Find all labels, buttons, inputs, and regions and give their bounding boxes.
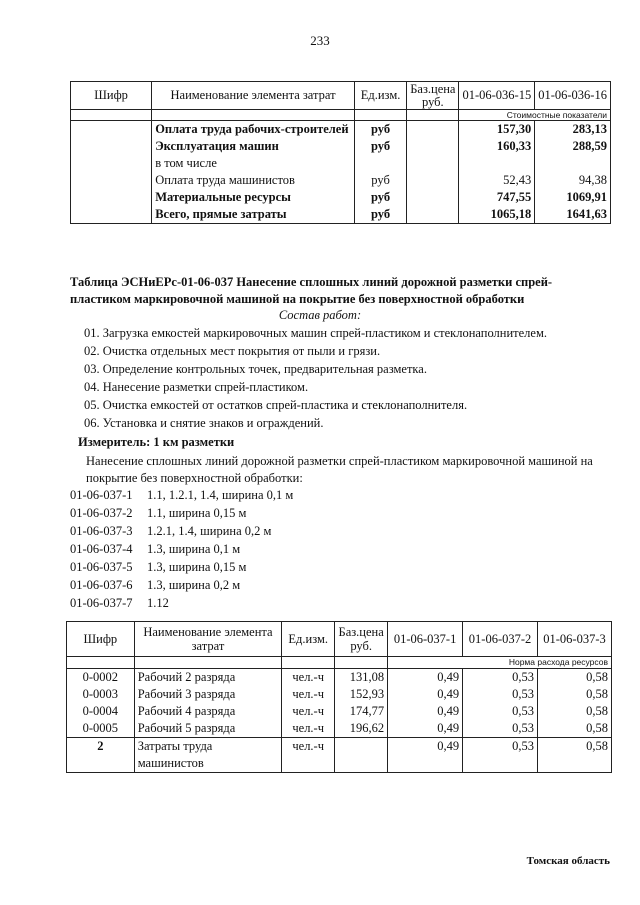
row-value: 0,53	[463, 669, 538, 687]
subheader-label: Норма расхода ресурсов	[388, 657, 612, 669]
row-value: 0,49	[388, 738, 463, 773]
table-subheader-row	[67, 657, 612, 669]
row-value: 0,58	[538, 738, 612, 773]
code-id: 01-06-037-5	[70, 560, 133, 574]
row-value: 94,38	[535, 172, 611, 189]
subheader-label: Стоимостные показатели	[459, 110, 611, 121]
row-name: Всего, прямые затраты	[152, 206, 355, 224]
code-id: 01-06-037-2	[70, 506, 133, 520]
row-value: 1065,18	[459, 206, 535, 224]
table-header-row	[71, 82, 611, 110]
resource-table-037	[66, 621, 612, 773]
row-name: Рабочий 2 разряда	[134, 669, 282, 687]
row-value: 0,58	[538, 686, 612, 703]
table-row	[67, 669, 612, 687]
cost-table-036	[70, 81, 611, 224]
header-cell: Шифр	[71, 82, 152, 110]
row-value: 0,58	[538, 669, 612, 687]
code-line	[70, 506, 610, 521]
code-id: 01-06-037-1	[70, 488, 133, 502]
row-value: 0,49	[388, 720, 463, 738]
row-name: в том числе	[152, 155, 355, 172]
code-line	[70, 524, 610, 539]
table-row	[67, 686, 612, 703]
row-value: 0,53	[463, 720, 538, 738]
code-line	[70, 560, 610, 575]
section-title: Таблица ЭСНиЕРс-01-06-037 Нанесение сплошных линий дорожной разметки спрей-пластиком маркировочной машиной на покрытие без поверхностной обработки	[70, 275, 553, 306]
row-value: 1641,63	[535, 206, 611, 224]
header-cell: Шифр	[67, 622, 135, 657]
work-item: 01. Загрузка емкостей маркировочных машин спрей-пластиком и стеклонаполнителем.	[84, 326, 548, 340]
code-id: 01-06-037-4	[70, 542, 133, 556]
table-row	[67, 720, 612, 738]
row-value: 0,53	[463, 738, 538, 773]
row-value: 0,53	[463, 686, 538, 703]
table-row	[71, 155, 611, 172]
code-line	[70, 542, 610, 557]
table-row	[67, 703, 612, 720]
row-unit: руб	[354, 172, 406, 189]
header-cell: Баз.цена руб.	[335, 622, 388, 657]
row-code: 0-0004	[67, 703, 135, 720]
row-value: 0,58	[538, 720, 612, 738]
row-value: 0,49	[388, 703, 463, 720]
code-id: 01-06-037-7	[70, 596, 133, 610]
row-unit: чел.-ч	[282, 720, 335, 738]
row-code: 0-0005	[67, 720, 135, 738]
code-line	[70, 488, 610, 503]
table-row	[71, 138, 611, 155]
code-text: 1.2.1, 1.4, ширина 0,2 м	[147, 524, 272, 538]
row-value: 0,49	[388, 686, 463, 703]
work-item: 02. Очистка отдельных мест покрытия от пыли и грязи.	[84, 344, 381, 358]
row-unit: чел.-ч	[282, 738, 335, 773]
row-name: Оплата труда рабочих-строителей	[152, 121, 355, 139]
table-subheader-row	[71, 110, 611, 121]
row-name: Рабочий 5 разряда	[134, 720, 282, 738]
table-row	[67, 738, 612, 773]
table-row	[71, 172, 611, 189]
row-name: Материальные ресурсы	[152, 189, 355, 206]
work-item: 03. Определение контрольных точек, предварительная разметка.	[84, 362, 427, 376]
row-code: 0-0002	[67, 669, 135, 687]
code-line	[70, 596, 610, 611]
row-unit: руб	[354, 138, 406, 155]
row-code: 0-0003	[67, 686, 135, 703]
row-code: 2	[67, 738, 135, 773]
code-text: 1.1, 1.2.1, 1.4, ширина 0,1 м	[147, 488, 294, 502]
row-value: 0,49	[388, 669, 463, 687]
header-cell: 01-06-037-2	[463, 622, 538, 657]
row-unit: чел.-ч	[282, 703, 335, 720]
table-row	[71, 189, 611, 206]
row-name: Эксплуатация машин	[152, 138, 355, 155]
code-text: 1.12	[147, 596, 169, 610]
header-cell: Наименование элемента затрат	[134, 622, 282, 657]
row-unit: руб	[354, 121, 406, 139]
row-value: 0,53	[463, 703, 538, 720]
row-name: Рабочий 4 разряда	[134, 703, 282, 720]
header-cell: 01-06-037-1	[388, 622, 463, 657]
page-number: 233	[310, 33, 330, 48]
row-name: Рабочий 3 разряда	[134, 686, 282, 703]
row-unit: руб	[354, 206, 406, 224]
row-value: 288,59	[535, 138, 611, 155]
footer-region: Томская область	[526, 855, 610, 867]
row-price: 131,08	[335, 669, 388, 687]
header-cell: 01-06-036-16	[535, 82, 611, 110]
header-cell: 01-06-036-15	[459, 82, 535, 110]
code-id: 01-06-037-3	[70, 524, 133, 538]
row-price: 152,93	[335, 686, 388, 703]
code-text: 1.3, ширина 0,15 м	[147, 560, 247, 574]
row-unit: руб	[354, 189, 406, 206]
row-value: 52,43	[459, 172, 535, 189]
header-cell: Ед.изм.	[354, 82, 406, 110]
table-row	[71, 206, 611, 224]
header-cell: 01-06-037-3	[538, 622, 612, 657]
work-item: 04. Нанесение разметки спрей-пластиком.	[84, 380, 309, 394]
row-value: 1069,91	[535, 189, 611, 206]
row-unit: чел.-ч	[282, 669, 335, 687]
row-value: 0,58	[538, 703, 612, 720]
code-id: 01-06-037-6	[70, 578, 133, 592]
header-cell: Баз.цена руб.	[407, 82, 459, 110]
row-price	[335, 738, 388, 773]
section-description: Нанесение сплошных линий дорожной разметки спрей-пластиком маркировочной машиной на покрытие без поверхностной обработки:	[86, 454, 593, 485]
work-item: 05. Очистка емкостей от остатков спрей-пластика и стеклонаполнителя.	[84, 398, 468, 412]
row-unit: чел.-ч	[282, 686, 335, 703]
row-name: Затраты труда машинистов	[134, 738, 282, 773]
row-name: Оплата труда машинистов	[152, 172, 355, 189]
row-price: 196,62	[335, 720, 388, 738]
code-text: 1.3, ширина 0,1 м	[147, 542, 241, 556]
code-text: 1.3, ширина 0,2 м	[147, 578, 241, 592]
measure-unit: Измеритель: 1 км разметки	[78, 435, 235, 449]
work-item: 06. Установка и снятие знаков и ограждений.	[84, 416, 324, 430]
row-value: 747,55	[459, 189, 535, 206]
code-line	[70, 578, 610, 593]
row-value: 157,30	[459, 121, 535, 139]
row-price: 174,77	[335, 703, 388, 720]
table-row	[71, 121, 611, 139]
header-cell: Наименование элемента затрат	[152, 82, 355, 110]
row-value: 283,13	[535, 121, 611, 139]
table-header-row	[67, 622, 612, 657]
row-value: 160,33	[459, 138, 535, 155]
header-cell: Ед.изм.	[282, 622, 335, 657]
work-composition-heading: Состав работ:	[278, 308, 362, 322]
code-text: 1.1, ширина 0,15 м	[147, 506, 247, 520]
